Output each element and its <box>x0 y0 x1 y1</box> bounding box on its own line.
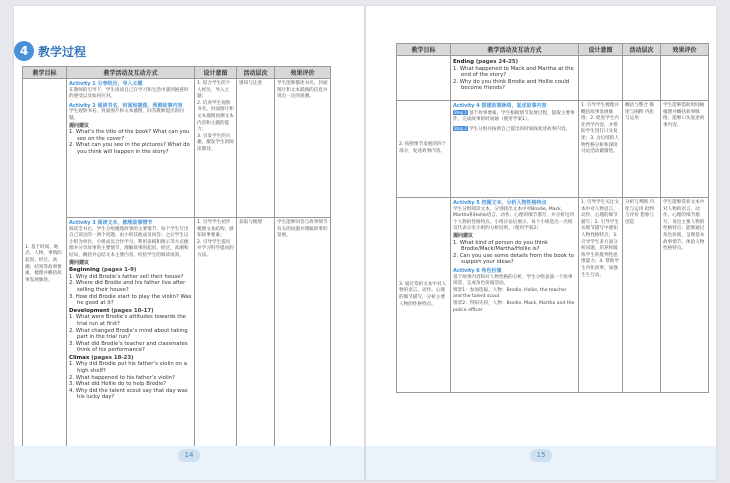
activity-cell <box>451 56 579 101</box>
question: 2. Where did Brodie and his father live after selling their house? <box>69 280 186 293</box>
eval-cell <box>661 56 709 101</box>
intent-item: 1. 引导学生初步梳理文本结构，感知故事要素； <box>197 220 234 239</box>
group-title: Ending (pages 24-25) <box>453 59 519 65</box>
intent-cell <box>195 79 237 218</box>
table-row <box>397 101 709 198</box>
section-number: 4 <box>14 41 34 61</box>
level-cell: 概括与整合 描述与阐释 内化与运用 <box>623 101 661 198</box>
intent-cell <box>579 56 623 101</box>
activity-cell <box>451 101 579 198</box>
question: 1. Why did Brodie’s father sell their house? <box>69 273 184 280</box>
eval-cell: 学生能够描述书名、封面图片和文本插图的信息并说出一定的预测。 <box>275 79 331 218</box>
header-activity: 教学活动及互动方式 <box>451 44 579 56</box>
header-goal: 教学目标 <box>23 67 67 79</box>
header-level: 活动层次 <box>237 67 275 79</box>
activity-body: 在教师的引导下，学生谈谈自己在学习和生活中遇到困惑时的感受以及如何应对。 <box>69 87 189 100</box>
level-cell <box>623 56 661 101</box>
question: 1. Why did Brodie put his father’s violin on a high shelf? <box>69 361 187 375</box>
activity-title: Activity 3 阅读文本，梳理故事情节 <box>69 220 153 226</box>
question: 1. What kind of person do you think Brodie/Mack/Martha/Hollie is? <box>453 239 548 253</box>
activity-cell <box>67 79 195 218</box>
question: 2. What can you see in the pictures? What do you think will happen in the story? <box>69 142 190 155</box>
right-lesson-table <box>396 43 709 393</box>
activity-title: Activity 1 分享经历，导入主题 <box>69 81 143 87</box>
activity-body: 基于故事内容和对人物性格的分析，学生分组表演一个故事场景，完成角色扮演活动。 <box>453 274 573 287</box>
activity-cell <box>451 198 579 393</box>
question: 2. Why do you think Brodie and Hollie could become friends? <box>453 78 570 92</box>
header-activity: 教学活动及互动方式 <box>67 67 195 79</box>
activity-body: 学生分组阅读文本，分别找出文本中对Brodie, Mack, Martha和Hollie语言、动作、心理的细节描写，并分析这四个人物的性格特点。小组讨论后展示。每个小组选出一名组员代表分享小组的分析结果。（使用学案2） <box>453 206 574 232</box>
goal-cell: 3. 通过赏析文本中对人物的语言、动作、心理的细节描写，分析主要人物的性格特点。 <box>397 198 451 393</box>
question: 2. Can you use some details from the book to support your ideas? <box>453 252 574 266</box>
eval-cell: 学生能够回答与故事情节有关的问题并理解故事的发展。 <box>275 218 331 451</box>
activity-title: Activity 4 搭建故事脉络，复述故事内容 <box>453 103 547 109</box>
question: 2. What happened to his father’s violin? <box>69 374 175 381</box>
header-intent: 设计意图 <box>195 67 237 79</box>
group-title: Development (pages 10-17) <box>69 307 154 314</box>
goal-cell: 2. 按照情节发展的四个部分，复述故事内容。 <box>397 101 451 198</box>
goal-cell <box>397 56 451 101</box>
eval-cell: 学生能够赏析文本中对人物的语言、动作、心理的细节描写，说出主要人物的性格特点；能够通过角色扮演，呈现基本故事情节，体验人物性格特点。 <box>661 198 709 393</box>
group-title: Beginning (pages 1-9) <box>69 267 137 274</box>
activity-title: Activity 6 角色扮演 <box>453 267 502 274</box>
activity-body: 阅读全书后，学生分组梳理故事的主要情节，每个学生写出自己读出的一两个问题，由小组其他成员回答；之后学生以小组为单位，小组成员合作学习，利用表格和图示等方式梳理并分享故事的主要情节，理解故事的起因、经过、高潮和结局，概括并总结文本主要内容，检验学生的阅读成效。 <box>69 226 189 258</box>
table-row <box>397 56 709 101</box>
question: 3. What did Brodie’s teacher and classmates think of his performance? <box>69 340 188 354</box>
activity-title: Activity 2 阅读书名、封面和插图，预测故事内容 <box>69 102 183 109</box>
intent-item: 2. 培养学生观察书名、封面图片和文本插图预测文本内容和主题的能力； <box>197 100 234 133</box>
intent-cell: 1. 引导学生关注文本中对人物语言、动作、心理的细节描写；2. 引导学生从细节描写中感知人物性格特点；3. 引导学生多方面分析问题，培养和锻炼学生的批判性思维能力；4. 帮助学生内化故事，加强生生互动。 <box>579 198 623 393</box>
question: 1. What’s the title of the book? What can you see on the cover? <box>69 129 190 142</box>
eval-cell: 学生能够借助时间轴梳理并概括故事脉络，能够口头复述故事内容。 <box>661 101 709 198</box>
question: 3. How did Brodie start to play the violin? Was he good at it? <box>69 293 192 307</box>
table-row <box>23 79 331 218</box>
goal-cell: 1. 基于时间、地点、人物、事情的起因、经过、高潮、结果等故事要素，梳理并概括故事发展脉络。 <box>23 79 67 451</box>
table-header-row <box>23 67 331 79</box>
right-page <box>366 6 716 480</box>
header-intent: 设计意图 <box>579 44 623 56</box>
left-page <box>14 6 364 480</box>
intent-item: 3. 引发学生的兴趣，激发学生的阅读期待。 <box>197 133 234 152</box>
header-eval: 效果评价 <box>275 67 331 79</box>
page-number: 15 <box>530 449 552 462</box>
section-header <box>14 41 86 61</box>
intent-item: 2. 引导学生提问并学习科学提问的方法。 <box>197 239 234 258</box>
tips-title: 提问建议 <box>69 259 90 266</box>
intent-cell <box>195 218 237 451</box>
header-level: 活动层次 <box>623 44 661 56</box>
question: 3. What did Hollie do to help Brodie? <box>69 381 167 388</box>
step-text: Step 2 学生分组并按照自己提出的时间线复述故事内容。 <box>454 125 571 132</box>
tips-title: 提问建议 <box>453 232 474 239</box>
page-number: 14 <box>178 449 200 462</box>
intent-item: 1. 结合学生的个人经历，导入主题； <box>197 81 231 100</box>
scene-item: 情景1：参加选拔，人物：Brodie, Hollie, the teacher and the talent scout <box>453 287 567 300</box>
group-title: Climax (pages 18-23) <box>69 354 134 361</box>
intent-cell: 1. 引导学生梳理并概括故事发展脉络；2. 促进学生内化所学内容，并帮助学生进行口头复述；3. 为后续的人物性格分析和深度讨论活动做铺垫。 <box>579 101 623 198</box>
section-title: 教学过程 <box>38 44 87 59</box>
header-eval: 效果评价 <box>661 44 709 56</box>
table-row <box>397 198 709 393</box>
activity-body: 学生观察书名、封面图片和文本插图，回答教师提出的问题。 <box>69 109 184 121</box>
level-cell: 分析与判断 内化与运用 批判与评价 想象与创造 <box>623 198 661 393</box>
header-goal: 教学目标 <box>397 44 451 56</box>
tips-title: 提问建议 <box>69 122 90 129</box>
step-text: Step 1 基于故事要素，学生根据情节发展过程，提取主要事件，完成故事的时间轴（使用学案1）。 <box>453 109 575 123</box>
activity-title: Activity 5 挖掘文本，分析人物性格特点 <box>453 200 547 206</box>
step-tag: Step 1 <box>454 109 467 115</box>
step-tag: Step 2 <box>454 125 467 131</box>
left-lesson-table <box>22 66 331 451</box>
question: 4. Why did the talent scout say that day was his lucky day? <box>69 387 188 401</box>
question: 1. What were Brodie’s attitudes towards the trial run at first? <box>69 314 186 327</box>
table-row <box>23 218 331 451</box>
activity-cell <box>67 218 195 451</box>
level-cell: 获取与梳理 <box>237 218 275 451</box>
scene-item: 情景2：得知失窃，人物：Brodie, Mack, Martha and the police officer <box>453 300 575 313</box>
question: 2. What changed Brodie’s mind about taking part in the trial run? <box>69 327 188 341</box>
question: 1. What happened to Mack and Martha at the end of the story? <box>453 65 574 79</box>
table-header-row <box>397 44 709 56</box>
level-cell: 感知与注意 <box>237 79 275 218</box>
